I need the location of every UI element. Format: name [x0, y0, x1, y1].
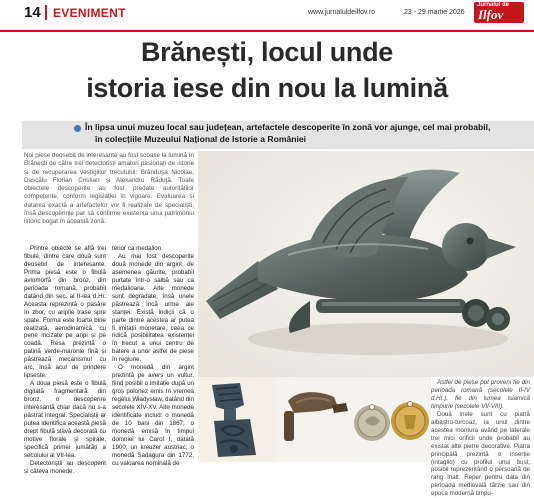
lead-bullet-icon [74, 125, 81, 132]
bronze-fibula-photo [276, 377, 352, 462]
article-title [0, 34, 534, 106]
page-number: 14 [24, 4, 41, 21]
column-paragraph: O monedă din argint prezintă pe avers un vultur, fiind posibil o imitație după un groș polonez emis în vremea regelui Władysław, datând din secolele XIV-XV. Alte monede identificate includ: o monedă de 10 bani din 1867; o monedă emisă în timpul domniei lui Carol I, datată 1900; un kreuzer austriac; o monedă Sadagura din 1772, cu valoarea nominală de [112, 364, 194, 467]
website-link[interactable]: www.jurnaluldeilfov.ro [308, 9, 376, 16]
article-column-2 [112, 245, 194, 468]
coin-medallions-photo [352, 377, 431, 462]
column-paragraph: Două inele sunt cu piatră albastru-turcoaz, la unul dintre acestea montura având pe laterale trei mici orificii unde probabil au existat alte pietre decorative. Piatra principală prezintă o inserție (intaglio) cu profilul unui bust, posibil reprezentând o persoană de rang înalt. Reper pentru data din perioada medievală târzie sau din epoca modernă timpu- [431, 410, 530, 498]
article-intro: Noi piese deosebit de interesante au fost scoase la lumină în Brănești de către trei detectoriști amatori pasionați de istorie și de recuperarea vestigiilor trecutului: Brândușa Nicolae, Dascălu Florian Cristian și Alexandru Răduță. Toate obiectele descoperite au fost predate autorităților competente, conform legislației în vigoare. Evaluarea și datarea exactă a artefactelor vor fi realizate de specialiști, însă descoperirile par să confirme existența unui patrimoniu istoric bogat în această zonă. [24, 152, 194, 226]
column-paragraph: Astfel de piese pot proveni fie din perioada romană (secolele II-IV d.Hr.), fie din lumea islamică timpurie (secolele VII-VIII). [431, 379, 530, 410]
section-label: EVENIMENT [53, 6, 126, 20]
column-paragraph: Detectoriștii au descoperit și câteva monede. [24, 459, 106, 475]
lead-line-1: În lipsa unui muzeu local sau județean, artefactele descoperite în zonă vor ajunge, cel mai probabil, [85, 122, 491, 132]
newspaper-logo [474, 2, 524, 23]
column-paragraph: Printre obiecte se află trei fibule, dintre care două sunt deosebit de interesante. Prima piesă este o fibulă aviomorfă din bronz, din perioada romană, probabil datând din sec. al II-lea d.Hr. Aceasta reprezintă o pasăre în zbor, cu aripile trase spre spate. Forma este foarte bine realizată, aerodinamică, cu pene incizate pe aripi și pe coadă. Resa prezintă o patină verde-maronie fină și păstrează mecanismul cu arc, însă acul de prindere lipsește. [24, 245, 106, 380]
column-paragraph: A doua piesă este o fibulă digitată fragmentară din bronz, o descoperire interesantă chiar dacă nu s-a păstrat integral. Specialiștii ar putea identifica această piesă drept fibulă slavă decorată cu motive florale și spirale, specifică primei jumătăți a secolului al VII-lea. [24, 380, 106, 459]
logo-main-text: Ilfov [478, 7, 504, 22]
article-column-3 [431, 379, 530, 498]
slav-fibula-photo [198, 377, 276, 462]
header-divider [45, 5, 47, 20]
column-paragraph: terior ca medalion. [112, 245, 163, 252]
logo-small-text: Jurnalul de [477, 2, 510, 8]
issue-date: 23 - 29 martie 2026 [404, 9, 465, 16]
article-column-1 [24, 245, 106, 476]
bird-fibula-photo [198, 151, 534, 377]
article-lead [22, 121, 534, 149]
title-line-1: Brănești, locul unde [140, 37, 394, 67]
page-header [0, 0, 534, 32]
column-paragraph: Au mai fost descoperite două monede din argint, de asemenea găurite, probabil purtate într-o salbă sau ca medalioane. Alte monede sunt degradate, însă unele păstrează încă urme ale ștanței. Există indicii că o parte dintre acestea ar putea fi imitații monetare, ceea ce ridică posibilitatea existenței în trecut a unui centru de batere a unor astfel de piese în regiune. [112, 252, 194, 364]
lead-line-2: în colecțiile Muzeului Național de Istorie a României [95, 134, 307, 144]
title-line-2: istoria iese din nou la lumină [86, 73, 448, 103]
